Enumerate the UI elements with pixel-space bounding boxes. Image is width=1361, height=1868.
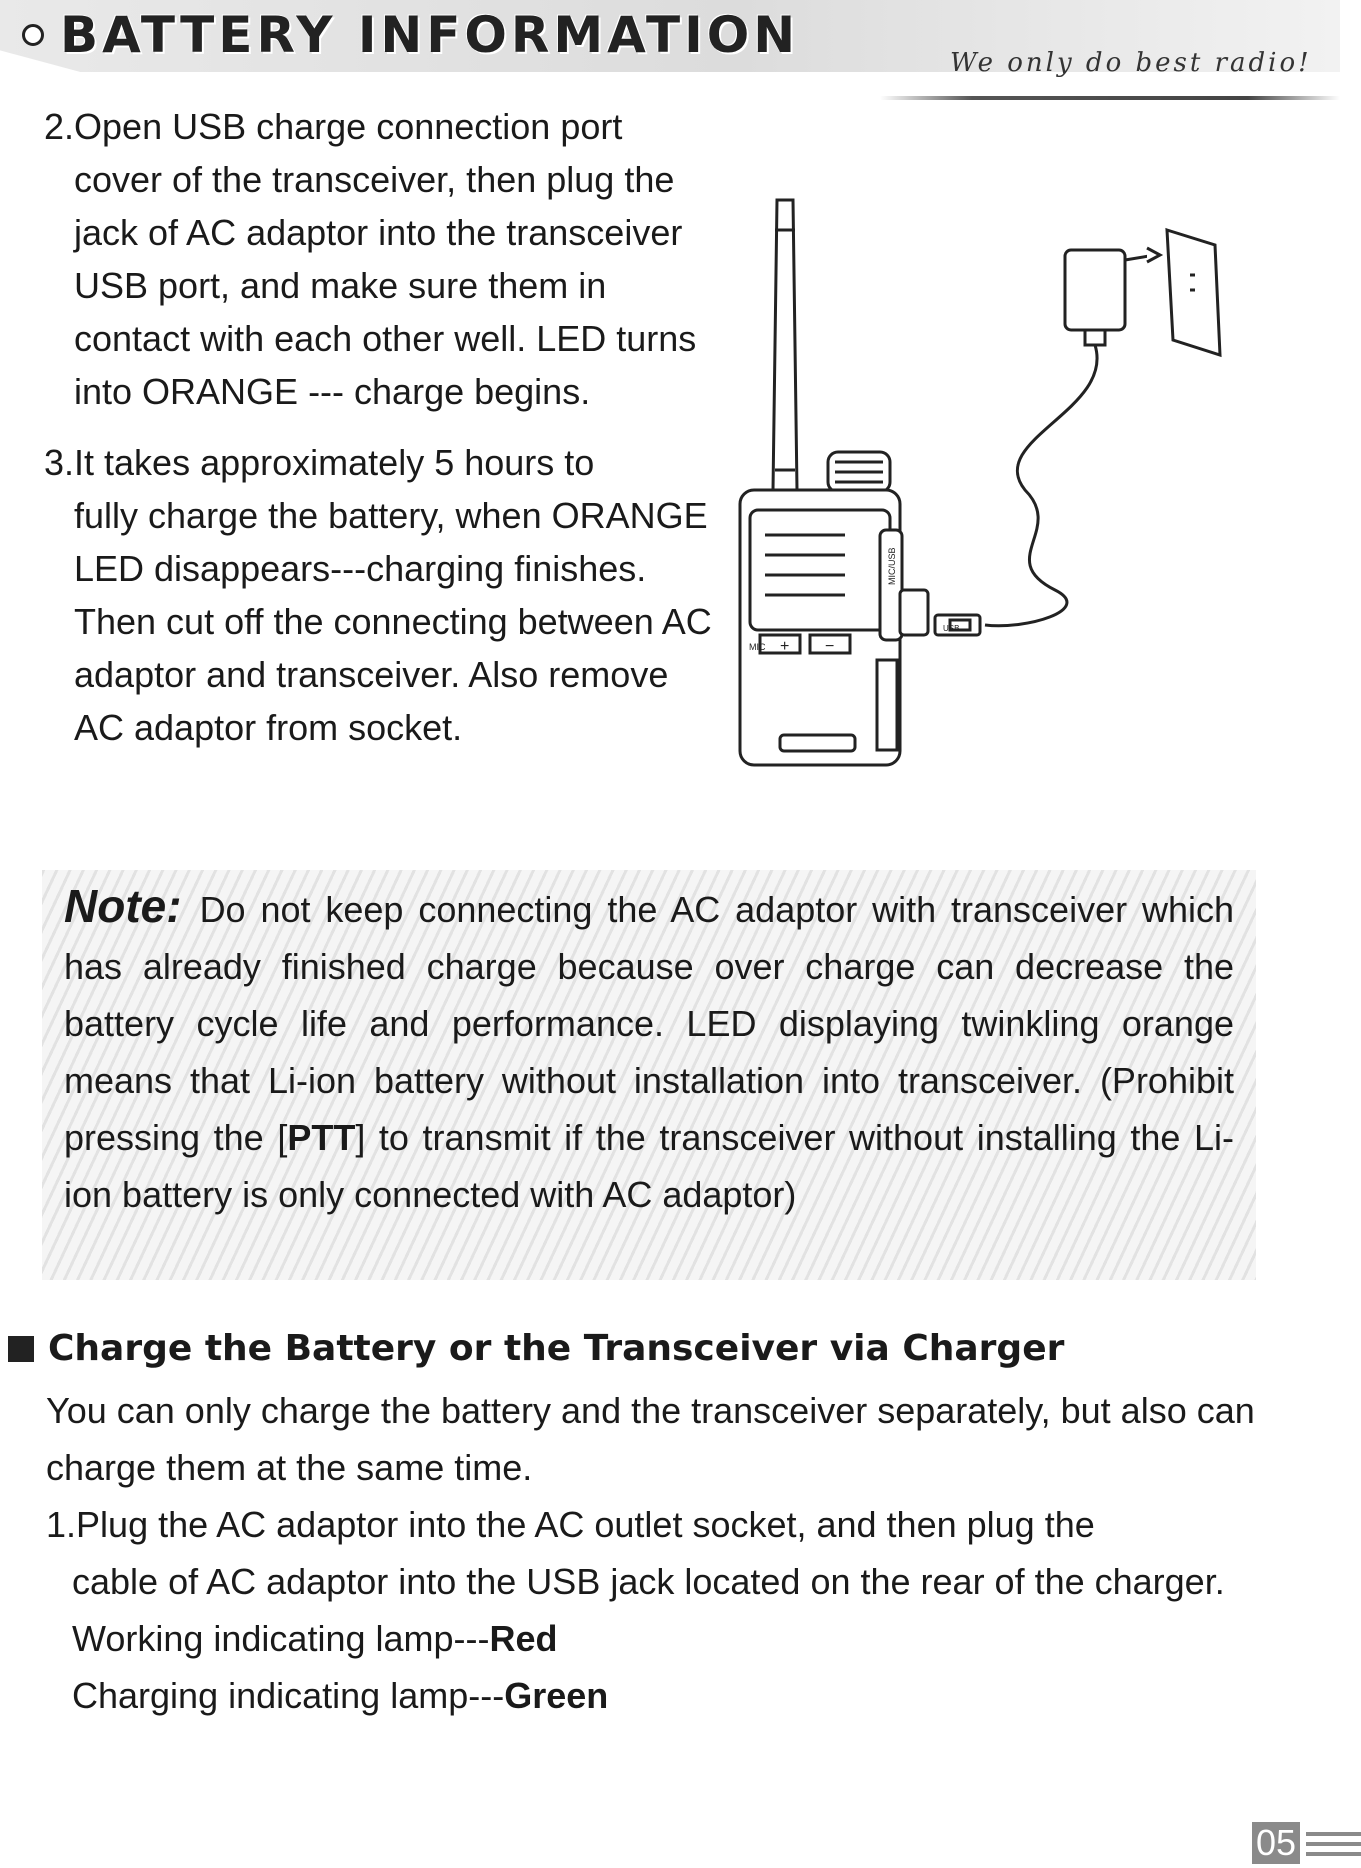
step-1-first-line: Plug the AC adaptor into the AC outlet socket, and then plug the xyxy=(76,1504,1095,1545)
working-lamp-label: Working indicating lamp--- xyxy=(72,1618,490,1659)
usb-plug-label: USB xyxy=(943,624,960,633)
note-text-before: Do not keep connecting the AC adaptor with transceiver which has already finished charge because over charge can decrease the battery cycle life and performance. LED displaying twinkling orange means that Li-ion battery without installation into transceiver. (Prohibit pressing the xyxy=(64,889,1234,1158)
working-lamp-value: Red xyxy=(489,1618,558,1659)
charging-cable xyxy=(985,345,1097,626)
section-title-text: Charge the Battery or the Transceiver via Charger xyxy=(48,1328,1065,1369)
note-box xyxy=(42,870,1256,1280)
slogan-underline xyxy=(880,96,1340,100)
note-text-after: to transmit if the transceiver without installing the Li-ion battery is only connected with AC adaptor) xyxy=(64,1117,1235,1215)
charging-lamp-value: Green xyxy=(504,1675,609,1716)
ac-adapter-icon xyxy=(1065,248,1160,345)
step-2 xyxy=(44,100,724,418)
note-text xyxy=(64,878,1234,1223)
section-body xyxy=(46,1382,1266,1724)
page-number-lines xyxy=(1306,1832,1361,1862)
step-first-line: It takes approximately 5 hours to xyxy=(74,442,595,483)
charging-lamp-label: Charging indicating lamp--- xyxy=(72,1675,505,1716)
working-lamp-line xyxy=(46,1610,1266,1667)
radio-body-icon xyxy=(740,490,928,765)
slogan: We only do best radio! xyxy=(950,48,1312,78)
page-title: BATTERY INFORMATION xyxy=(60,6,800,64)
step-number: 1. xyxy=(46,1504,77,1545)
minus-label: − xyxy=(825,638,835,655)
section-intro: You can only charge the battery and the transceiver separately, but also can charge them at the same time. xyxy=(46,1390,1255,1488)
note-colon: : xyxy=(166,880,182,932)
page-header xyxy=(0,0,1361,110)
step-number: 3. xyxy=(44,442,75,483)
square-bullet-icon xyxy=(8,1336,34,1362)
mic-usb-label: MIC/USB xyxy=(887,547,897,585)
ptt-close: ] xyxy=(355,1117,366,1158)
radio-charging-illustration xyxy=(735,190,1235,790)
step-text: cover of the transceiver, then plug the jack of AC adaptor into the transceiver USB port, and make sure them in contact with each other well. LED turns into ORANGE --- charge begins. xyxy=(74,159,697,412)
charging-lamp-line xyxy=(46,1667,1266,1724)
title-circle-icon xyxy=(22,24,44,46)
step-first-line: Open USB charge connection port xyxy=(74,106,623,147)
mic-label: MIC xyxy=(749,642,766,652)
charging-steps xyxy=(44,100,724,772)
wall-socket-icon xyxy=(1167,230,1220,355)
step-1-text: cable of AC adaptor into the USB jack located on the rear of the charger. xyxy=(72,1561,1225,1602)
plus-label: + xyxy=(780,638,790,655)
antenna-icon xyxy=(773,200,797,490)
step-number: 2. xyxy=(44,106,75,147)
ptt-key: PTT xyxy=(287,1117,356,1158)
step-text: fully charge the battery, when ORANGE LED disappears---charging finishes. Then cut off the connecting between AC adaptor and transceiver. Also remove AC adaptor from socket. xyxy=(74,495,712,748)
step-3 xyxy=(44,436,724,754)
ptt-open: [ xyxy=(277,1117,288,1158)
section-title xyxy=(8,1328,1064,1369)
note-label: Note xyxy=(64,880,167,932)
knob-icon xyxy=(828,452,890,492)
page-number: 05 xyxy=(1252,1822,1300,1864)
